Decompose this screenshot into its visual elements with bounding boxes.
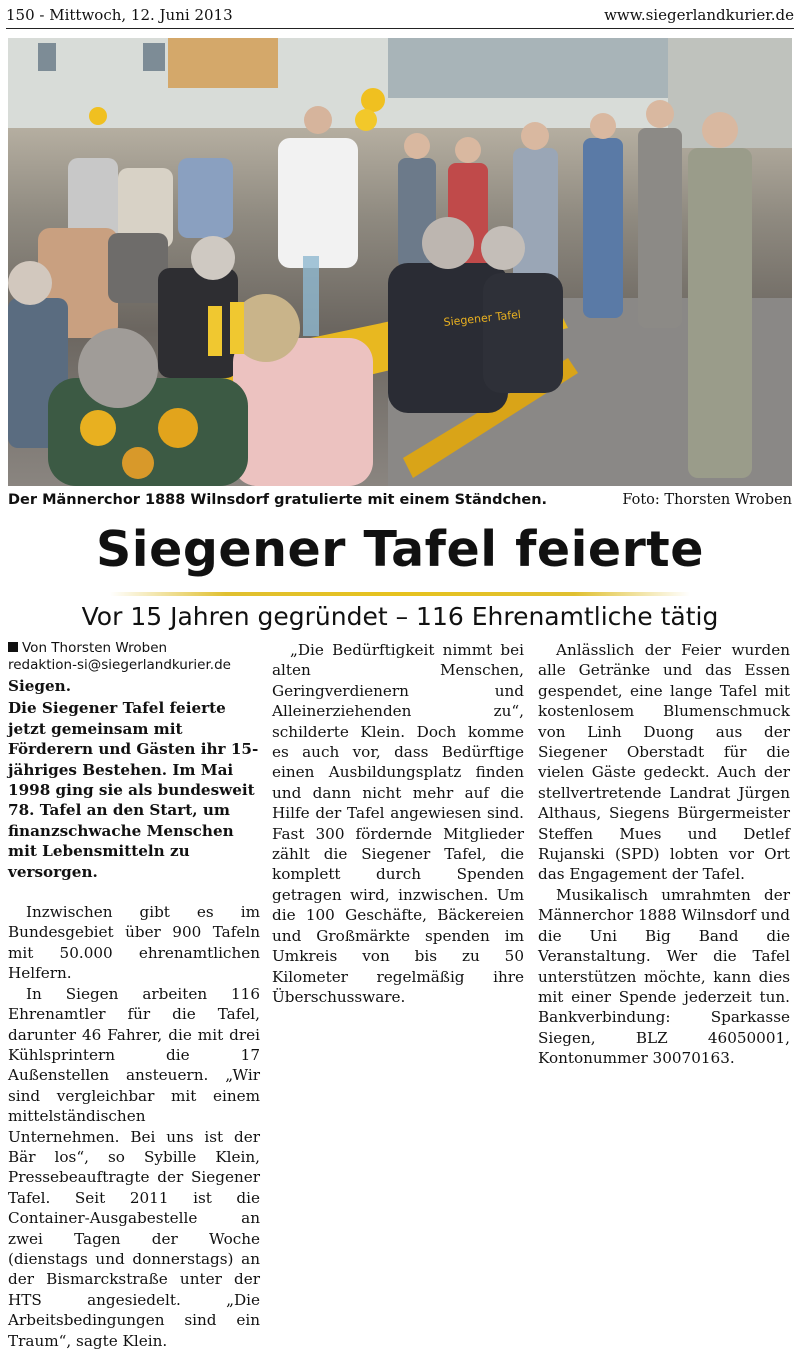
paragraph-5: Musikalisch umrahmten der Männerchor 1888 Wilnsdorf und die Uni Big Band die Veranstaltung. Wer die Tafel unterstützen möchte, kann dies mit einer Spende jederzeit tun. Bankverbindung: Sparkasse Siegen, BLZ 46050001, Kontonummer 30070163. — [538, 885, 790, 1068]
author-line — [8, 640, 260, 657]
photo-credit: Foto: Thorsten Wroben — [622, 492, 792, 508]
lead-paragraph: Die Siegener Tafel feierte jetzt gemeinsam mit Förderern und Gästen ihr 15-jähriges Bestehen. Im Mai 1998 ging sie als bundesweit 78. Tafel an den Start, um finanzschwache Menschen mit Lebensmitteln zu versorgen. — [8, 699, 259, 881]
column-1 — [8, 640, 260, 1351]
photo-caption-row — [8, 489, 792, 511]
author-name: Von Thorsten Wroben — [22, 640, 168, 656]
headline-rule — [110, 592, 690, 596]
column-3 — [538, 640, 790, 1069]
author-email[interactable]: redaktion-si@siegerlandkurier.de — [8, 657, 231, 673]
website-url[interactable]: www.siegerlandkurier.de — [604, 6, 794, 24]
paragraph-1: Inzwischen gibt es im Bundesgebiet über 900 Tafeln mit 50.000 ehrenamtlichen Helfern. — [8, 903, 260, 983]
square-bullet-icon — [8, 642, 18, 652]
paragraph-2: In Siegen arbeiten 116 Ehrenamtler für die Tafel, darunter 46 Fahrer, die mit drei Kühlsprintern die 17 Außenstellen ansteuern. „Wir sind vergleichbar mit einem mittelständischen Unternehmen. Bei uns ist der Bär los“, so Sybille Klein, Pressebeauftragte der Siegener Tafel. Seit 2011 ist die Container-Ausgabestelle an zwei Tagen der Woche (dienstags und donnerstags) an der Bismarckstraße unter der HTS angesiedelt. „Die Arbeitsbedingungen sind ein Traum“, sagte Klein. — [8, 984, 260, 1350]
subheadline: Vor 15 Jahren gegründet – 116 Ehrenamtliche tätig — [81, 602, 719, 631]
dateline: Siegen. — [8, 677, 72, 695]
headline: Siegener Tafel feierte — [96, 521, 704, 578]
page-header — [6, 2, 794, 29]
paragraph-3: „Die Bedürftigkeit nimmt bei alten Menschen, Geringverdienern und Alleinerziehenden zu“, schilderte Klein. Doch komme es auch vor, dass Bedürftige einen Ausbildungsplatz finden und dann nicht mehr auf die Hilfe der Tafel angewiesen sind. Fast 300 fördernde Mitglieder zählt die Siegener Tafel, die komplett durch Spenden getragen wird, inzwischen. Um die 100 Geschäfte, Bäckereien und Großmärkte spenden im Umkreis von bis zu 50 Kilometer regelmäßig ihre Überschussware. — [272, 641, 524, 1006]
issue-date: 150 - Mittwoch, 12. Juni 2013 — [6, 6, 233, 24]
column-2 — [272, 640, 524, 1007]
article-photo — [8, 38, 792, 486]
shirt-print: Siegener Tafel — [442, 307, 522, 329]
photo-caption: Der Männerchor 1888 Wilnsdorf gratulierte mit einem Ständchen. — [8, 492, 548, 508]
paragraph-4: Anlässlich der Feier wurden alle Getränke und das Essen gespendet, eine lange Tafel mit kostenlosem Blumenschmuck von Linh Duong aus der Siegener Oberstadt für die vielen Gäste gedeckt. Auch der stellvertretende Landrat Jürgen Althaus, Siegens Bürgermeister Steffen Mues und Detlef Rujanski (SPD) lobten vor Ort das Engagement der Tafel. — [538, 641, 790, 884]
